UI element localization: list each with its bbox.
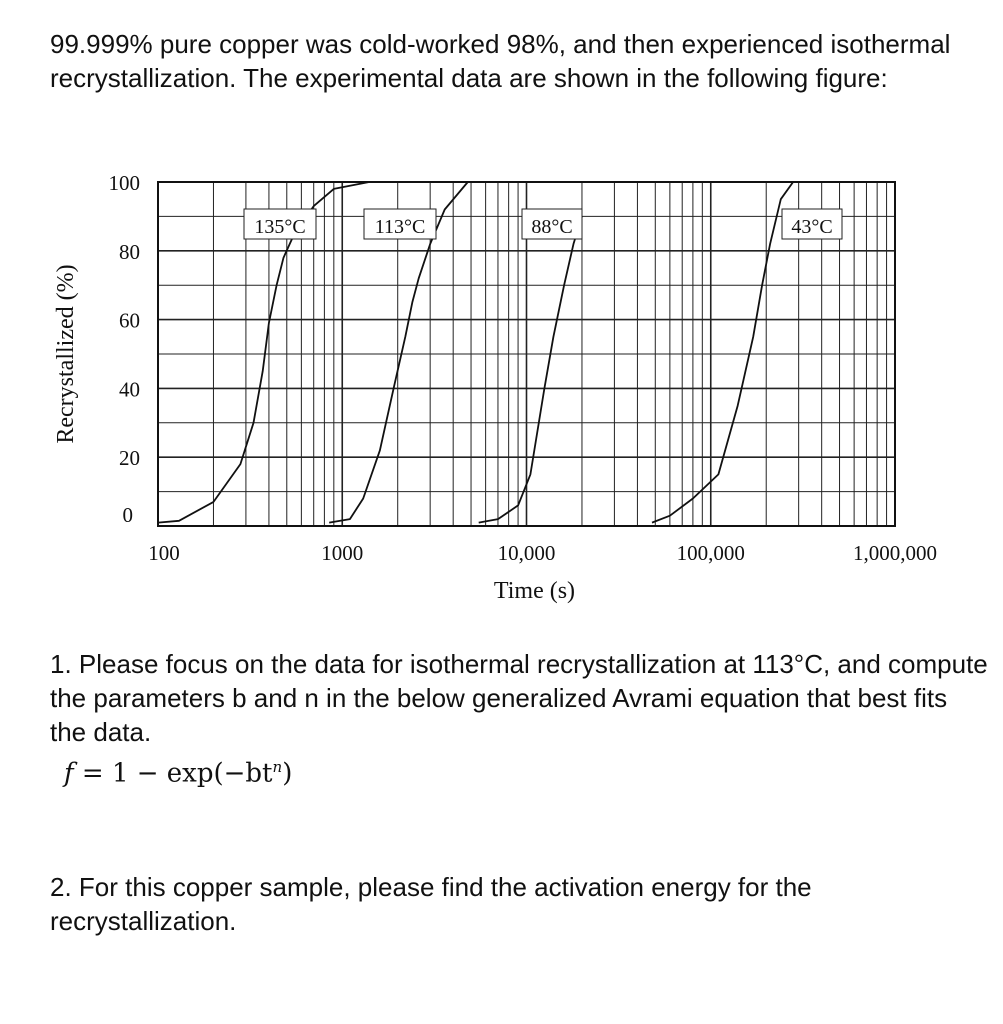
- problem-intro: 99.999% pure copper was cold-worked 98%, and then experienced isothermal recrystallization. The experimental data are shown in the following figure:: [50, 29, 951, 93]
- y-tick-label: 20: [119, 446, 140, 471]
- question-1: 1. Please focus on the data for isothermal recrystallization at 113°C, and compute the parameters b and n in the below generalized Avrami equation that best fits the data.: [50, 649, 988, 747]
- x-tick-label: 100,000: [676, 541, 745, 565]
- y-axis-label: Recrystallized (%): [53, 264, 79, 444]
- series-label-135°C: [244, 209, 316, 239]
- equation-rhs: = 1 − exp(−bt: [73, 758, 273, 789]
- series-43°C-line: [652, 182, 793, 523]
- x-tick-label: 10,000: [497, 541, 556, 565]
- y-tick-label: 100: [108, 171, 140, 195]
- x-tick-label: 1000: [321, 541, 364, 565]
- series-curves: [158, 182, 842, 523]
- equation-exponent: n: [272, 758, 283, 776]
- svg-text:135°C: 135°C: [254, 216, 306, 238]
- y-tick-label: 80: [119, 239, 140, 264]
- question-2: 2. For this copper sample, please find the activation energy for the recrystallization.: [50, 872, 812, 936]
- equation-close: ): [282, 758, 293, 789]
- equation-lhs: f: [64, 758, 74, 789]
- y-tick-label: 40: [119, 377, 140, 402]
- x-tick-label: 100: [148, 541, 180, 565]
- svg-text:43°C: 43°C: [791, 216, 833, 238]
- y-tick-label: 0: [122, 503, 133, 527]
- series-label-88°C: [522, 209, 582, 239]
- x-axis-label: Time (s): [493, 578, 576, 604]
- svg-text:88°C: 88°C: [531, 216, 573, 238]
- recrystallization-chart: [0, 160, 1003, 620]
- series-label-43°C: [782, 209, 842, 239]
- x-tick-label: 1,000,000: [853, 541, 937, 565]
- y-tick-label: 60: [119, 308, 140, 333]
- series-label-113°C: [364, 209, 436, 239]
- avrami-equation: [64, 758, 292, 789]
- svg-text:113°C: 113°C: [374, 216, 426, 238]
- series-88°C-line: [479, 216, 582, 522]
